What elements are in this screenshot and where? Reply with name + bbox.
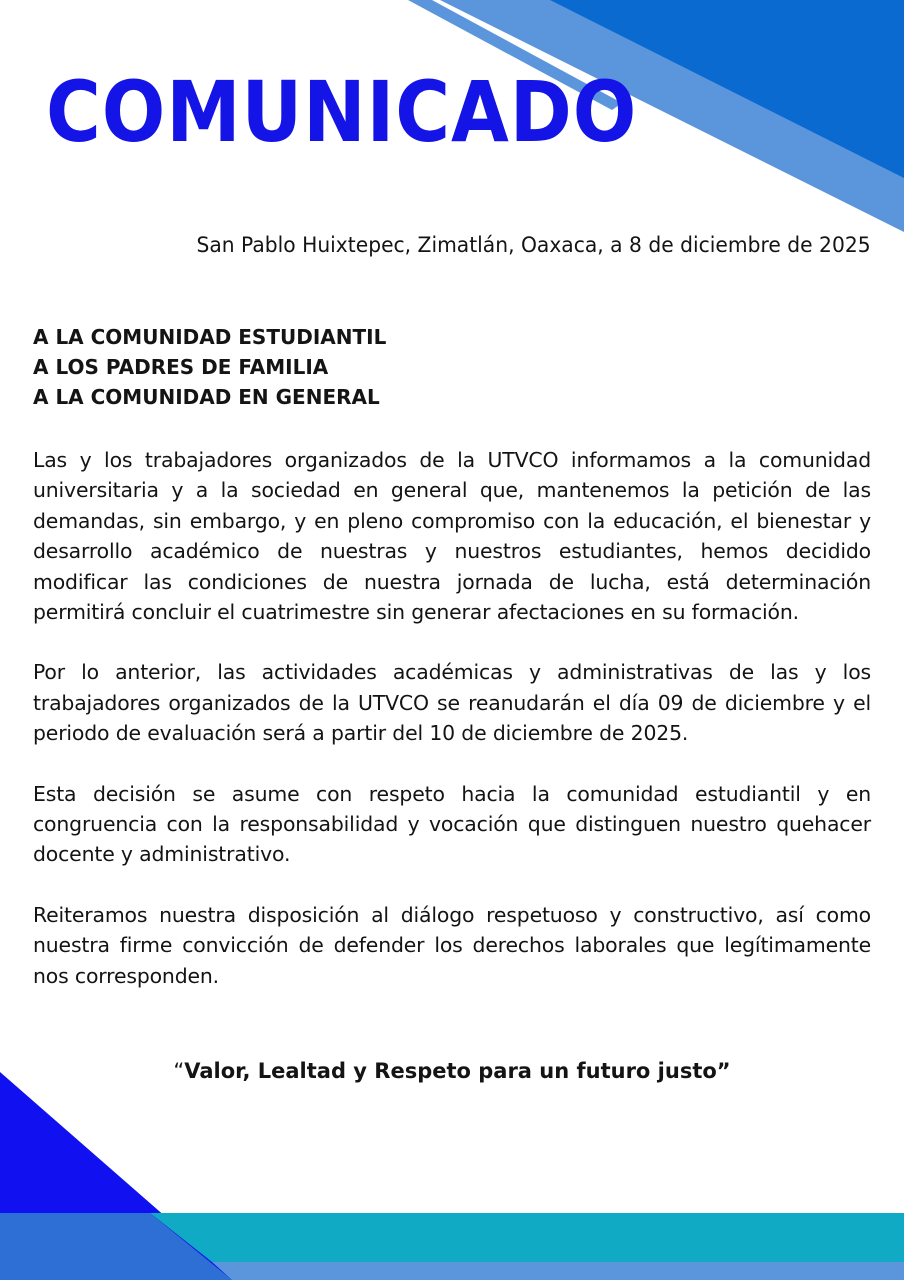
page-title: COMUNICADO (46, 63, 638, 161)
closing-motto (0, 1055, 904, 1087)
motto-text: Valor, Lealtad y Respeto para un futuro justo” (184, 1059, 731, 1083)
addressee-community: A LA COMUNIDAD EN GENERAL (33, 385, 380, 409)
addressee-parents: A LOS PADRES DE FAMILIA (33, 355, 329, 379)
addressee-students: A LA COMUNIDAD ESTUDIANTIL (33, 325, 387, 349)
addressee-list (33, 322, 533, 412)
paragraph-dialogue: Reiteramos nuestra disposición al diálogo respetuoso y constructivo, así como nuestra firme convicción de defender los derechos laborales que legítimamente nos corresponden. (33, 902, 871, 988)
communique-body (33, 445, 871, 1021)
paragraph-resumption-dates: Por lo anterior, las actividades académicas y administrativas de las y los trabajadores organizados de la UTVCO se reanudarán el día 09 de diciembre y el periodo de evaluación será a partir del 10 de diciembre de 2025. (33, 660, 871, 746)
bottom-light-strip (212, 1262, 904, 1280)
paragraph-decision: Esta decisión se asume con respeto hacia la comunidad estudiantil y en congruencia con la responsabilidad y vocación que distinguen nuestro quehacer docente y administrativo. (33, 781, 871, 867)
motto-open-quote: “ (173, 1059, 185, 1083)
bottom-teal-band (150, 1213, 904, 1262)
place-and-date: San Pablo Huixtepec, Zimatlán, Oaxaca, a 8 de diciembre de 2025 (196, 233, 871, 257)
paragraph-announcement: Las y los trabajadores organizados de la UTVCO informamos a la comunidad universitaria y a la sociedad en general que, mantenemos la petición de las demandas, sin embargo, y en pleno compromiso con la educación, el bienestar y desarrollo académico de nuestras y nuestros estudiantes, hemos decidido modificar las condiciones de nuestra jornada de lucha, está determinación permitirá concluir el cuatrimestre sin generar afectaciones en su formación. (33, 448, 871, 625)
